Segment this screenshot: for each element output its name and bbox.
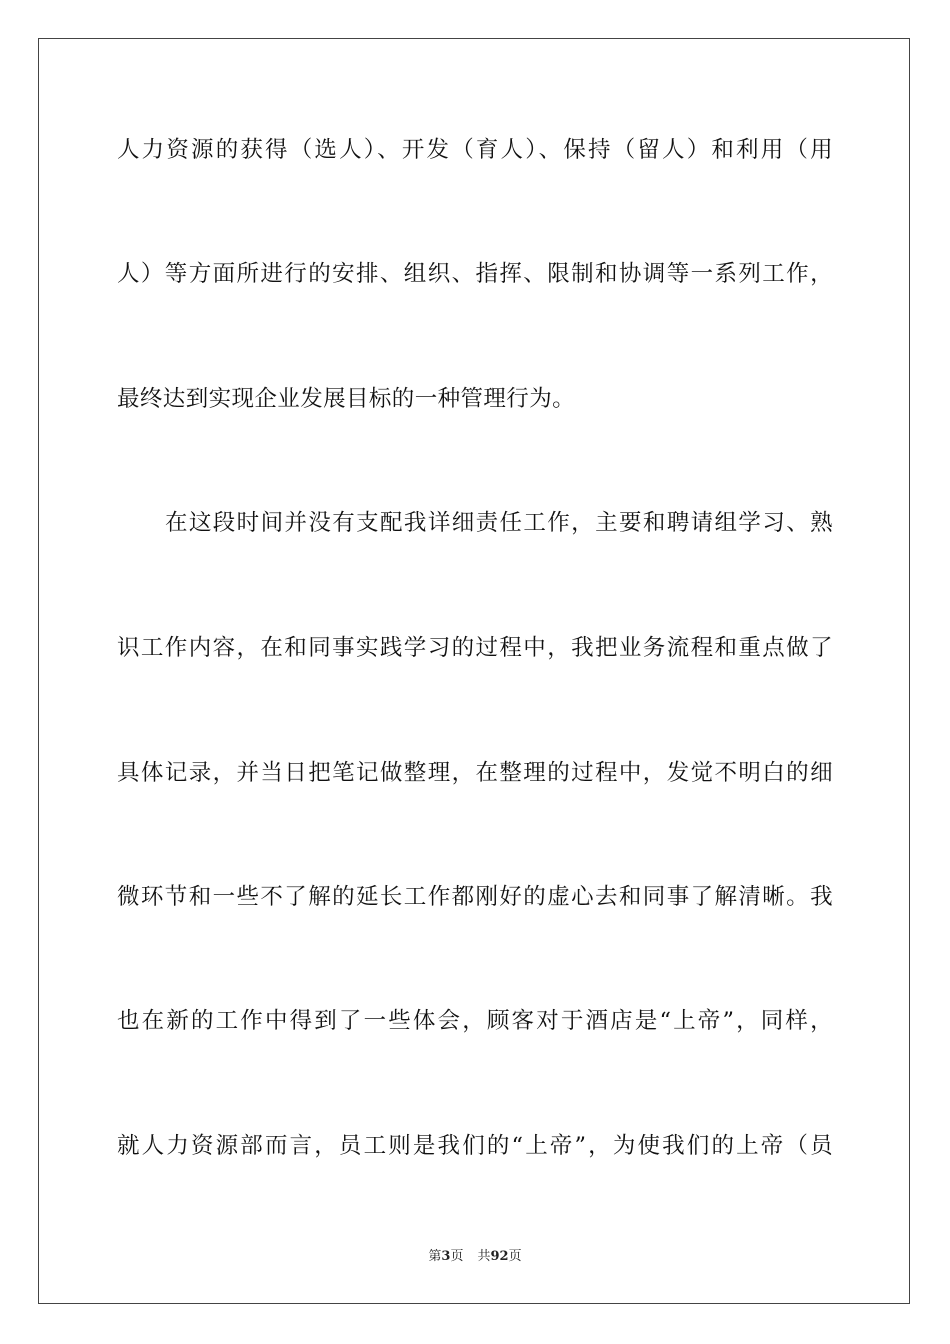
page-suffix: 页 [450,1249,464,1264]
page-border [38,38,910,1304]
total-suffix: 页 [508,1249,522,1264]
body-text-line: 在这段时间并没有支配我详细责任工作，主要和聘请组学习、熟 [165,510,833,536]
page-prefix: 第 [428,1249,442,1264]
body-text-line: 微环节和一些不了解的延长工作都刚好的虚心去和同事了解清晰。我 [117,884,833,910]
total-pages: 92 [490,1249,509,1264]
body-text-line: 就人力资源部而言，员工则是我们的“上帝”，为使我们的上帝（员 [117,1133,833,1159]
body-text-line: 最终达到实现企业发展目标的一种管理行为。 [117,386,576,412]
page-footer [0,1245,950,1264]
page-number: 3 [441,1249,451,1264]
total-prefix: 共 [477,1249,491,1264]
body-text-line: 人力资源的获得（选人）、开发（育人）、保持（留人）和利用（用 [117,137,833,163]
body-text-line: 识工作内容，在和同事实践学习的过程中，我把业务流程和重点做了 [117,635,833,661]
body-text-line: 人）等方面所进行的安排、组织、指挥、限制和协调等一系列工作， [117,261,833,287]
body-text-line: 也在新的工作中得到了一些体会，顾客对于酒店是“上帝”，同样， [117,1008,833,1034]
body-text-line: 具体记录，并当日把笔记做整理，在整理的过程中，发觉不明白的细 [117,760,833,786]
